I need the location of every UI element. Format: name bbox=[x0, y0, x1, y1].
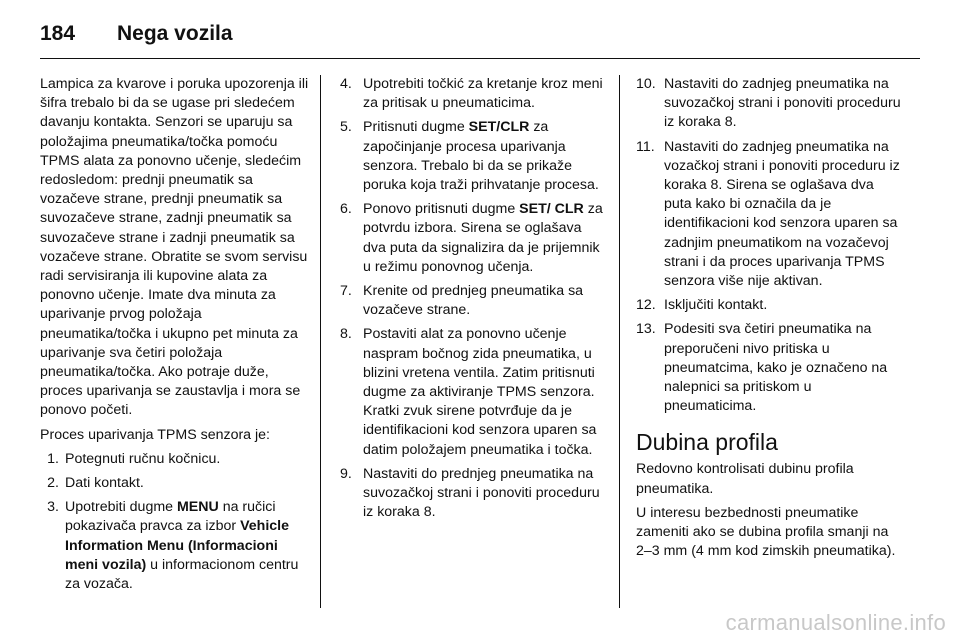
step-text-part: Ponovo pritisnuti dugme bbox=[363, 201, 520, 218]
list-item bbox=[40, 450, 310, 469]
step-text: Krenite od prednjeg pneumatika sa vozačeve strane. bbox=[363, 283, 584, 319]
step-number: 13. bbox=[636, 321, 656, 338]
section-heading: Dubina profila bbox=[636, 429, 778, 456]
list-item bbox=[636, 320, 904, 416]
process-intro: Proces uparivanja TPMS senzora je: bbox=[40, 426, 270, 443]
step-number: 6. bbox=[340, 201, 352, 218]
step-number: 3. bbox=[47, 499, 59, 516]
step-text: Nastaviti do zadnjeg pneumatika na vozačkoj strani i ponoviti proceduru iz koraka 8. Sirena se oglašava dva puta kako bi označila da je identifikacioni kod senzora uparen sa zadnjim pneumatikom na vozačevoj strani i da proces uparivanja TPMS senzora više nije aktivan. bbox=[664, 138, 900, 290]
menu-name: Vehicle Information Menu (Informacioni meni vozila) bbox=[65, 518, 289, 573]
step-number: 4. bbox=[340, 76, 352, 92]
step-number: 11. bbox=[636, 138, 655, 155]
list-item bbox=[340, 282, 605, 320]
step-text bbox=[363, 200, 605, 277]
list-item bbox=[40, 498, 310, 594]
set-clr-label: SET/CLR bbox=[468, 119, 530, 136]
step-text: Dati kontakt. bbox=[65, 475, 144, 492]
step-number: 10. bbox=[636, 76, 656, 92]
column-3 bbox=[636, 75, 904, 566]
step-text: Podesiti sva četiri pneumatika na preporučeni nivo pritiska u pneumatcima, kako je označeno na nalepnici sa pritiskom u pneumaticima. bbox=[664, 321, 888, 415]
section-paragraph: U interesu bezbednosti pneumatike zameniti ako se dubina profila smanji na 2–3 mm (4 mm kod zimskih pneumatika). bbox=[636, 504, 896, 560]
list-item bbox=[340, 465, 605, 523]
column-1 bbox=[40, 75, 310, 599]
list-item bbox=[636, 138, 904, 292]
step-text: Postaviti alat za ponovno učenje naspram bočnog zida pneumatika, u blizini vretena ventila. Zatim pritisnuti dugme za aktiviranje TPMS senzora. Kratki zvuk sirene potvrđuje da je identifikacioni kod senzora uparen sa datim položajem pneumatika i točka. bbox=[363, 326, 597, 458]
step-text-part: u informacionom centru za vozača. bbox=[65, 556, 299, 593]
list-item bbox=[340, 75, 605, 113]
list-item bbox=[340, 325, 605, 459]
step-number: 5. bbox=[340, 119, 352, 136]
step-number: 7. bbox=[340, 283, 352, 300]
step-text: Nastaviti do prednjeg pneumatika na suvozačkoj strani i ponoviti proceduru iz koraka 8. bbox=[363, 465, 600, 521]
step-text: Potegnuti ručnu kočnicu. bbox=[65, 450, 221, 467]
section-paragraph: Redovno kontrolisati dubinu profila pneumatika. bbox=[636, 461, 854, 497]
list-item bbox=[40, 474, 310, 493]
column-2 bbox=[340, 75, 605, 527]
step-text: Nastaviti do zadnjeg pneumatika na suvozačkoj strani i ponoviti proceduru iz koraka 8. bbox=[664, 76, 901, 131]
column-divider bbox=[320, 75, 321, 608]
intro-paragraph: Lampica za kvarove i poruka upozorenja ili šifra trebalo bi da se ugase pri sledećem davanju kontakta. Senzori se uparuju sa položajima pneumatika/točka pomoću TPMS alata za ponovno učenje, sledećim redosledom: prednji pneumatik sa vozačeve strane, prednji pneumatik sa suvozačeve strane, zadnji pneumatik sa suvozačeve strane i zadnji pneumatik sa vozačeve strane. Obratite se svom servisu radi servisiranja ili kupovine alata za ponovno učenje. Imate dva minuta za uparivanje prvog položaja pneumatika/točka i ukupno pet minuta za uparivanje sva četiri položaja pneumatika/točka. Ako potraje duže, proces uparivanja se zaustavlja i mora se ponovo početi. bbox=[40, 76, 309, 419]
list-item bbox=[340, 200, 605, 277]
page-number: 184 bbox=[40, 22, 76, 45]
step-text: Upotrebiti točkić za kretanje kroz meni za pritisak u pneumaticima. bbox=[363, 76, 603, 112]
list-item bbox=[636, 75, 904, 133]
steps-list-3 bbox=[636, 75, 904, 416]
header-divider bbox=[40, 58, 920, 59]
page-header bbox=[40, 14, 920, 54]
steps-list-2 bbox=[340, 75, 605, 522]
step-text: Isključiti kontakt. bbox=[664, 297, 768, 314]
step-text-part: za potvrdu izbora. Sirena se oglašava dva puta da signalizira da je prijemnik u režimu ponovnog učenja. bbox=[363, 201, 603, 275]
step-number: 9. bbox=[340, 465, 352, 482]
step-number: 1. bbox=[47, 450, 59, 467]
column-divider bbox=[619, 75, 620, 608]
page-title: Nega vozila bbox=[117, 22, 233, 45]
step-text-part: Upotrebiti dugme bbox=[65, 499, 177, 516]
menu-button-label: MENU bbox=[176, 499, 219, 516]
step-number: 12. bbox=[636, 297, 656, 314]
step-text-part: za započinjanje procesa uparivanja senzora. Trebalo bi da se prikaže poruka koja traži prihvatanje procesa. bbox=[363, 119, 599, 194]
set-clr-label: SET/ CLR bbox=[519, 201, 584, 218]
steps-list-1 bbox=[40, 450, 310, 594]
watermark: carmanualsonline.info bbox=[725, 610, 946, 635]
step-number: 2. bbox=[47, 475, 59, 492]
list-item bbox=[340, 118, 605, 195]
step-number: 8. bbox=[340, 326, 352, 343]
step-text bbox=[65, 498, 310, 594]
step-text bbox=[363, 118, 605, 195]
step-text-part: na ručici pokazivača pravca za izbor bbox=[65, 499, 276, 535]
list-item bbox=[636, 296, 904, 315]
step-text-part: Pritisnuti dugme bbox=[363, 119, 469, 136]
